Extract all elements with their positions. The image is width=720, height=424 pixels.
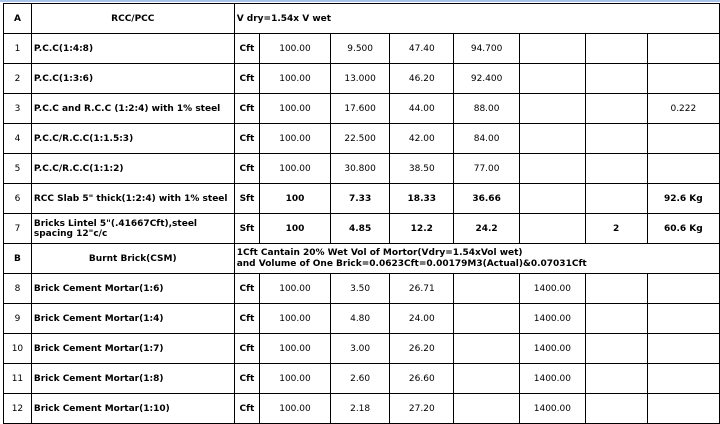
value-cell-v2[interactable]: 12.2 (390, 214, 454, 244)
value-cell-v2[interactable]: 42.00 (390, 124, 454, 154)
value-cell-v5[interactable]: 2 (585, 214, 647, 244)
value-cell-qty[interactable]: 100.00 (260, 304, 331, 334)
value-cell-v2[interactable]: 46.20 (390, 64, 454, 94)
value-cell-v2[interactable]: 26.60 (390, 364, 454, 394)
description-cell[interactable]: Bricks Lintel 5"(.41667Cft),steel spacing 12"c/c (31, 214, 234, 244)
description-cell[interactable]: P.C.C(1:4:8) (31, 34, 234, 64)
value-cell-v1[interactable]: 3.00 (330, 334, 390, 364)
table-row (4, 214, 720, 244)
table-row (4, 394, 720, 424)
table-row (4, 334, 720, 364)
value-cell-v6[interactable] (647, 154, 719, 184)
value-cell-v6[interactable] (647, 334, 719, 364)
value-cell-v3[interactable]: 84.00 (454, 124, 520, 154)
value-cell-qty[interactable]: 100.00 (260, 154, 331, 184)
value-cell-v2[interactable]: 18.33 (390, 184, 454, 214)
table-row (4, 94, 720, 124)
section-title-cell[interactable]: RCC/PCC (31, 4, 234, 34)
value-cell-v5[interactable] (585, 34, 647, 64)
table-row (4, 304, 720, 334)
table-row (4, 34, 720, 64)
description-cell[interactable]: P.C.C/R.C.C(1:1.5:3) (31, 124, 234, 154)
value-cell-v5[interactable] (585, 124, 647, 154)
value-cell-v1[interactable]: 4.85 (330, 214, 390, 244)
value-cell-v1[interactable]: 2.60 (330, 364, 390, 394)
value-cell-v3[interactable] (454, 364, 520, 394)
unit-cell[interactable]: Sft (234, 214, 259, 244)
unit-cell[interactable]: Cft (234, 34, 259, 64)
value-cell-v1[interactable]: 2.18 (330, 394, 390, 424)
value-cell-qty[interactable]: 100.00 (260, 274, 331, 304)
value-cell-v5[interactable] (585, 154, 647, 184)
unit-cell[interactable]: Cft (234, 124, 259, 154)
value-cell-v2[interactable]: 24.00 (390, 304, 454, 334)
description-cell[interactable]: Brick Cement Mortar(1:4) (31, 304, 234, 334)
description-cell[interactable]: Brick Cement Mortar(1:8) (31, 364, 234, 394)
value-cell-v5[interactable] (585, 364, 647, 394)
value-cell-v4[interactable] (520, 184, 586, 214)
value-cell-v3[interactable] (454, 394, 520, 424)
value-cell-v4[interactable] (520, 124, 586, 154)
value-cell-v3[interactable] (454, 334, 520, 364)
table-row (4, 154, 720, 184)
value-cell-qty[interactable]: 100.00 (260, 364, 331, 394)
value-cell-v1[interactable]: 9.500 (330, 34, 390, 64)
unit-cell[interactable]: Cft (234, 64, 259, 94)
value-cell-v4[interactable] (520, 94, 586, 124)
value-cell-v6[interactable] (647, 364, 719, 394)
value-cell-v5[interactable] (585, 304, 647, 334)
value-cell-qty[interactable]: 100.00 (260, 394, 331, 424)
value-cell-v4[interactable] (520, 34, 586, 64)
value-cell-v1[interactable]: 22.500 (330, 124, 390, 154)
value-cell-v2[interactable]: 26.71 (390, 274, 454, 304)
value-cell-v4[interactable]: 1400.00 (520, 334, 586, 364)
value-cell-v6[interactable]: 92.6 Kg (647, 184, 719, 214)
unit-cell[interactable]: Cft (234, 334, 259, 364)
value-cell-v1[interactable]: 30.800 (330, 154, 390, 184)
value-cell-v3[interactable]: 94.700 (454, 34, 520, 64)
value-cell-v5[interactable] (585, 394, 647, 424)
value-cell-v2[interactable]: 47.40 (390, 34, 454, 64)
row-number-cell[interactable]: 11 (4, 364, 32, 394)
section-note-cell[interactable]: V dry=1.54x V wet (234, 4, 719, 34)
value-cell-v1[interactable]: 4.80 (330, 304, 390, 334)
row-number-cell[interactable]: 8 (4, 274, 32, 304)
description-cell[interactable]: P.C.C and R.C.C (1:2:4) with 1% steel (31, 94, 234, 124)
value-cell-v5[interactable] (585, 64, 647, 94)
value-cell-qty[interactable]: 100 (260, 214, 331, 244)
value-cell-v3[interactable] (454, 304, 520, 334)
value-cell-v1[interactable]: 17.600 (330, 94, 390, 124)
value-cell-v4[interactable] (520, 214, 586, 244)
unit-cell[interactable]: Cft (234, 394, 259, 424)
value-cell-v5[interactable] (585, 184, 647, 214)
value-cell-qty[interactable]: 100.00 (260, 34, 331, 64)
value-cell-v3[interactable]: 77.00 (454, 154, 520, 184)
value-cell-v2[interactable]: 27.20 (390, 394, 454, 424)
section-header-row (4, 4, 720, 34)
unit-cell[interactable]: Cft (234, 94, 259, 124)
description-cell[interactable]: RCC Slab 5" thick(1:2:4) with 1% steel (31, 184, 234, 214)
value-cell-v2[interactable]: 44.00 (390, 94, 454, 124)
value-cell-v6[interactable]: 60.6 Kg (647, 214, 719, 244)
table-row (4, 274, 720, 304)
value-cell-v6[interactable] (647, 34, 719, 64)
value-cell-v6[interactable] (647, 64, 719, 94)
value-cell-v2[interactable]: 26.20 (390, 334, 454, 364)
table-body (4, 4, 720, 424)
table-row (4, 64, 720, 94)
section-note-cell[interactable] (234, 244, 719, 274)
description-cell[interactable]: Brick Cement Mortar(1:6) (31, 274, 234, 304)
row-number-cell[interactable]: 5 (4, 154, 32, 184)
section-note-line: and Volume of One Brick=0.0623Cft=0.00179M3(Actual)&0.07031Cft (236, 258, 587, 269)
section-title-cell[interactable]: Burnt Brick(CSM) (31, 244, 234, 274)
value-cell-v5[interactable] (585, 274, 647, 304)
value-cell-v5[interactable] (585, 334, 647, 364)
value-cell-v3[interactable] (454, 274, 520, 304)
value-cell-qty[interactable]: 100.00 (260, 334, 331, 364)
row-number-cell[interactable]: 2 (4, 64, 32, 94)
value-cell-v3[interactable]: 24.2 (454, 214, 520, 244)
value-cell-qty[interactable]: 100.00 (260, 124, 331, 154)
unit-cell[interactable]: Cft (234, 154, 259, 184)
description-cell[interactable]: P.C.C(1:3:6) (31, 64, 234, 94)
value-cell-v6[interactable] (647, 394, 719, 424)
value-cell-v4[interactable]: 1400.00 (520, 274, 586, 304)
section-id-cell[interactable]: A (4, 4, 32, 34)
value-cell-qty[interactable]: 100 (260, 184, 331, 214)
row-number-cell[interactable]: 6 (4, 184, 32, 214)
value-cell-v3[interactable]: 88.00 (454, 94, 520, 124)
value-cell-v3[interactable]: 36.66 (454, 184, 520, 214)
grid-header-strip (0, 0, 720, 2)
value-cell-v5[interactable] (585, 94, 647, 124)
unit-cell[interactable]: Cft (234, 364, 259, 394)
table-row (4, 124, 720, 154)
value-cell-v4[interactable]: 1400.00 (520, 304, 586, 334)
description-cell[interactable]: Brick Cement Mortar(1:7) (31, 334, 234, 364)
unit-cell[interactable]: Sft (234, 184, 259, 214)
value-cell-v4[interactable] (520, 154, 586, 184)
row-number-cell[interactable]: 9 (4, 304, 32, 334)
value-cell-v1[interactable]: 3.50 (330, 274, 390, 304)
value-cell-v1[interactable]: 7.33 (330, 184, 390, 214)
row-number-cell[interactable]: 7 (4, 214, 32, 244)
section-note-line: 1Cft Cantain 20% Wet Vol of Mortor(Vdry=1.54xVol wet) (236, 247, 523, 258)
row-number-cell[interactable]: 10 (4, 334, 32, 364)
row-number-cell[interactable]: 3 (4, 94, 32, 124)
value-cell-v2[interactable]: 38.50 (390, 154, 454, 184)
table-row (4, 364, 720, 394)
row-number-cell[interactable]: 4 (4, 124, 32, 154)
rates-table (3, 3, 720, 424)
table-row (4, 184, 720, 214)
value-cell-v6[interactable]: 0.222 (647, 94, 719, 124)
value-cell-v4[interactable] (520, 64, 586, 94)
row-number-cell[interactable]: 12 (4, 394, 32, 424)
description-cell[interactable]: Brick Cement Mortar(1:10) (31, 394, 234, 424)
value-cell-qty[interactable]: 100.00 (260, 64, 331, 94)
row-number-cell[interactable]: 1 (4, 34, 32, 64)
value-cell-v1[interactable]: 13.000 (330, 64, 390, 94)
unit-cell[interactable]: Cft (234, 274, 259, 304)
value-cell-v6[interactable] (647, 304, 719, 334)
unit-cell[interactable]: Cft (234, 304, 259, 334)
value-cell-v4[interactable]: 1400.00 (520, 364, 586, 394)
value-cell-v6[interactable] (647, 274, 719, 304)
value-cell-qty[interactable]: 100.00 (260, 94, 331, 124)
description-cell[interactable]: P.C.C/R.C.C(1:1:2) (31, 154, 234, 184)
value-cell-v6[interactable] (647, 124, 719, 154)
value-cell-v3[interactable]: 92.400 (454, 64, 520, 94)
section-header-row (4, 244, 720, 274)
value-cell-v4[interactable]: 1400.00 (520, 394, 586, 424)
section-id-cell[interactable]: B (4, 244, 32, 274)
